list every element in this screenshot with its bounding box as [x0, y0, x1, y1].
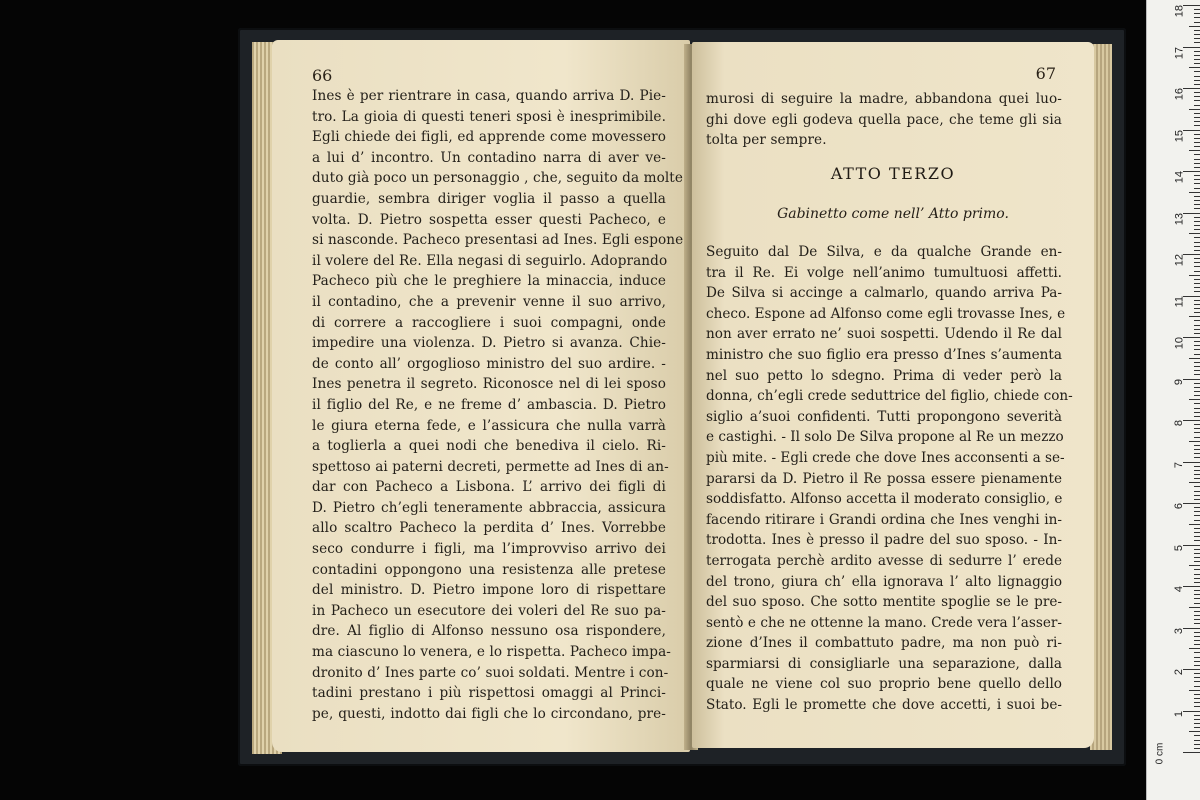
ruler-tick: [1194, 449, 1200, 450]
ruler-tick: [1194, 345, 1200, 346]
text-line: facendo ritirare i Grandi ordina che Ines venghi in-: [706, 511, 1062, 528]
ruler-tick: [1189, 524, 1200, 525]
ruler-tick: [1194, 652, 1200, 653]
text-line: ghi dove egli godeva quella pace, che teme gli sia: [706, 111, 1062, 128]
ruler-tick: [1183, 545, 1200, 546]
ruler-tick: [1194, 349, 1200, 350]
ruler-tick: [1189, 275, 1200, 276]
ruler-tick: [1194, 183, 1200, 184]
text-line: duto già poco un personaggio , che, seguito da molte: [312, 170, 684, 187]
text-line: dre. Al figlio di Alfonso nessuno osa rispondere,: [312, 623, 666, 640]
ruler-tick: [1194, 196, 1200, 197]
ruler-tick: [1194, 117, 1200, 118]
ruler-tick: [1194, 582, 1200, 583]
ruler-tick: [1194, 188, 1200, 189]
ruler-number: 5: [1173, 544, 1185, 551]
ruler-tick: [1194, 154, 1200, 155]
ruler-tick: [1189, 109, 1200, 110]
ruler-tick: [1194, 590, 1200, 591]
ruler-tick: [1194, 287, 1200, 288]
ruler-tick: [1194, 723, 1200, 724]
text-line: soddisfatto. Alfonso accetta il moderato consiglio, e: [706, 491, 1063, 508]
ruler-tick: [1194, 686, 1200, 687]
ruler-tick: [1183, 586, 1200, 587]
text-line: contadini oppongono una resistenza alle pretese: [312, 561, 666, 578]
ruler-tick: [1194, 640, 1200, 641]
ruler-tick: [1194, 17, 1200, 18]
text-line: tolta per sempre.: [706, 132, 827, 149]
ruler-tick: [1189, 648, 1200, 649]
ruler-tick: [1183, 88, 1200, 89]
ruler-tick: [1183, 47, 1200, 48]
ruler-tick: [1194, 644, 1200, 645]
ruler-tick: [1194, 333, 1200, 334]
ruler-tick: [1189, 26, 1200, 27]
ruler-tick: [1183, 752, 1200, 753]
text-line: Pacheco più che le preghiere la minaccia, induce: [312, 273, 666, 290]
text-line: Ines è per rientrare in casa, quando arriva D. Pie-: [312, 88, 666, 104]
ruler-tick: [1194, 320, 1200, 321]
ruler-tick: [1194, 71, 1200, 72]
ruler-tick: [1194, 34, 1200, 35]
ruler-tick: [1194, 619, 1200, 620]
ruler-tick: [1183, 130, 1200, 131]
text-line: trodotta. Ines è presso il padre del suo sposo. - In-: [706, 532, 1062, 549]
ruler-tick: [1183, 213, 1200, 214]
text-line: a toglierla a quei nodi che benediva il cielo. Ri-: [312, 438, 666, 455]
ruler-tick: [1194, 370, 1200, 371]
ruler-tick: [1194, 636, 1200, 637]
ruler-tick: [1194, 486, 1200, 487]
ruler-tick: [1194, 175, 1200, 176]
ruler-tick: [1183, 337, 1200, 338]
ruler-tick: [1194, 735, 1200, 736]
ruler-tick: [1194, 146, 1200, 147]
ruler-number: 7: [1173, 461, 1185, 468]
ruler-tick: [1194, 574, 1200, 575]
ruler-tick: [1194, 84, 1200, 85]
ruler-number: 13: [1173, 212, 1185, 225]
page-number: 67: [1035, 64, 1056, 83]
text-line: D. Pietro ch’egli teneramente abbraccia, assicura: [312, 499, 666, 516]
ruler-tick: [1194, 237, 1200, 238]
ruler-tick: [1194, 204, 1200, 205]
ruler-tick: [1189, 399, 1200, 400]
page-text-opening: [706, 89, 1062, 151]
act-heading: ATTO TERZO: [830, 164, 956, 183]
ruler-tick: [1194, 242, 1200, 243]
ruler-tick: [1194, 432, 1200, 433]
ruler-tick: [1183, 711, 1200, 712]
ruler-tick: [1194, 366, 1200, 367]
ruler-number: 18: [1173, 5, 1185, 18]
ruler-tick: [1194, 229, 1200, 230]
ruler-tick: [1194, 80, 1200, 81]
ruler-tick: [1194, 681, 1200, 682]
text-line: Stato. Egli le promette che dove accetti, i suoi be-: [706, 697, 1062, 714]
ruler-tick: [1194, 453, 1200, 454]
ruler-tick: [1194, 374, 1200, 375]
ruler-number: 15: [1173, 129, 1185, 142]
ruler-tick: [1194, 142, 1200, 143]
ruler-tick: [1194, 92, 1200, 93]
ruler-tick: [1194, 549, 1200, 550]
ruler-tick: [1194, 395, 1200, 396]
ruler-tick: [1183, 296, 1200, 297]
text-line: tro. La gioia di questi teneri sposi è inesprimibile.: [312, 108, 666, 125]
ruler-tick: [1194, 262, 1200, 263]
ruler-tick: [1194, 105, 1200, 106]
ruler-tick: [1194, 507, 1200, 508]
ruler-tick: [1194, 121, 1200, 122]
ruler-number: 6: [1173, 503, 1185, 510]
ruler-tick: [1194, 63, 1200, 64]
ruler-tick: [1194, 208, 1200, 209]
ruler-tick: [1194, 221, 1200, 222]
ruler-tick: [1194, 416, 1200, 417]
text-line: sentò e che ne ottenne la mano. Crede vera l’asser-: [706, 614, 1062, 631]
ruler-tick: [1194, 51, 1200, 52]
ruler-tick: [1194, 511, 1200, 512]
ruler-tick: [1183, 171, 1200, 172]
ruler-tick: [1189, 731, 1200, 732]
ruler-tick: [1194, 250, 1200, 251]
text-line: Seguito dal De Silva, e da qualche Grande en-: [706, 244, 1062, 260]
ruler-tick: [1194, 246, 1200, 247]
ruler-tick: [1194, 557, 1200, 558]
ruler-tick: [1194, 499, 1200, 500]
text-line: il volere del Re. Ella negasi di seguirlo. Adoprando: [312, 252, 668, 269]
ruler-tick: [1194, 283, 1200, 284]
ruler-tick: [1194, 569, 1200, 570]
right-page: [692, 42, 1094, 748]
ruler-tick: [1189, 192, 1200, 193]
text-line: sparmiarsi di consigliarle una separazione, dalla: [706, 655, 1062, 672]
ruler-tick: [1194, 740, 1200, 741]
ruler-tick: [1194, 603, 1200, 604]
ruler-tick: [1194, 528, 1200, 529]
text-line: il figlio del Re, e ne freme d’ ambascia. D. Pietro: [312, 396, 666, 413]
ruler-tick: [1194, 200, 1200, 201]
scene-subheading: Gabinetto come nell’ Atto primo.: [777, 206, 1009, 222]
text-line: ma ciascuno lo venera, e lo rispetta. Pacheco impa-: [312, 644, 671, 661]
ruler-tick: [1194, 623, 1200, 624]
ruler-tick: [1194, 470, 1200, 471]
text-line: siglio a’suoi confidenti. Tutti propongono severità: [706, 408, 1062, 425]
ruler-tick: [1189, 607, 1200, 608]
ruler-tick: [1194, 661, 1200, 662]
ruler-tick: [1194, 474, 1200, 475]
ruler-tick: [1194, 22, 1200, 23]
text-line: e castighi. - Il solo De Silva propone al Re un mezzo: [706, 429, 1064, 446]
ruler-tick: [1194, 159, 1200, 160]
ruler-tick: [1194, 495, 1200, 496]
text-line: allo scaltro Pacheco la perdita d’ Ines. Vorrebbe: [312, 520, 666, 537]
measurement-ruler: [1146, 0, 1200, 800]
ruler-tick: [1189, 482, 1200, 483]
ruler-tick: [1194, 329, 1200, 330]
text-line: Egli chiede dei figli, ed apprende come movessero: [312, 129, 666, 146]
ruler-tick: [1194, 217, 1200, 218]
ruler-tick: [1194, 657, 1200, 658]
page-text: [706, 242, 1073, 716]
ruler-tick: [1194, 561, 1200, 562]
ruler-tick: [1194, 387, 1200, 388]
text-line: de conto all’ orgoglioso ministro del suo ardire. -: [312, 355, 666, 372]
ruler-tick: [1189, 441, 1200, 442]
text-line: a lui d’ incontro. Un contadino narra di aver ve-: [312, 149, 666, 166]
text-line: guardie, sembra diriger voglia il passo a quella: [312, 190, 666, 207]
ruler-tick: [1194, 291, 1200, 292]
text-line: zione d’Ines il combattuto padre, ma non può ri-: [706, 635, 1062, 652]
ruler-tick: [1189, 565, 1200, 566]
ruler-tick: [1194, 553, 1200, 554]
ruler-tick: [1194, 125, 1200, 126]
text-line: si nasconde. Pacheco presentasi ad Ines. Egli espone: [312, 232, 684, 249]
ruler-tick: [1194, 30, 1200, 31]
ruler-tick: [1194, 598, 1200, 599]
ruler-tick: [1194, 437, 1200, 438]
ruler-tick: [1194, 520, 1200, 521]
ruler-tick: [1189, 233, 1200, 234]
ruler-tick: [1194, 96, 1200, 97]
ruler-tick: [1194, 266, 1200, 267]
ruler-tick: [1194, 744, 1200, 745]
ruler-tick: [1189, 358, 1200, 359]
ruler-tick: [1194, 258, 1200, 259]
ruler-tick: [1194, 632, 1200, 633]
ruler-number: 8: [1173, 420, 1185, 427]
left-page: [272, 40, 690, 752]
ruler-tick: [1194, 76, 1200, 77]
ruler-tick: [1194, 715, 1200, 716]
text-line: non aver errato ne’ suoi sospetti. Udendo il Re dal: [706, 326, 1062, 343]
ruler-tick: [1194, 719, 1200, 720]
ruler-tick: [1194, 673, 1200, 674]
text-line: donna, ch’egli crede seduttrice del figlio, chiede con-: [706, 388, 1073, 405]
ruler-unit-label: 0 cm: [1154, 742, 1166, 765]
ruler-tick: [1194, 59, 1200, 60]
text-line: in Pacheco un esecutore dei voleri del Re suo pa-: [312, 602, 666, 619]
ruler-tick: [1194, 179, 1200, 180]
ruler-tick: [1194, 134, 1200, 135]
ruler-tick: [1194, 13, 1200, 14]
ruler-tick: [1194, 594, 1200, 595]
ruler-tick: [1194, 665, 1200, 666]
ruler-tick: [1194, 706, 1200, 707]
ruler-tick: [1183, 462, 1200, 463]
ruler-tick: [1183, 379, 1200, 380]
text-line: di correre a raccogliere i suoi compagni, onde: [312, 314, 666, 331]
text-line: pararsi da D. Pietro il Re possa essere pienamente: [706, 470, 1062, 487]
ruler-tick: [1194, 445, 1200, 446]
ruler-number: 9: [1173, 378, 1185, 385]
text-line: del ministro. D. Pietro impone loro di rispettare: [312, 582, 666, 599]
ruler-tick: [1194, 354, 1200, 355]
text-line: del trono, giura ch’ ella ignorava l’ alto lignaggio: [706, 573, 1062, 590]
ruler-tick: [1194, 540, 1200, 541]
ruler-tick: [1194, 304, 1200, 305]
ruler-tick: [1194, 279, 1200, 280]
ruler-tick: [1194, 457, 1200, 458]
ruler-tick: [1183, 628, 1200, 629]
ruler-tick: [1194, 362, 1200, 363]
ruler-tick: [1194, 428, 1200, 429]
text-line: tadini prestano i più rispettosi omaggi al Princi-: [312, 685, 666, 702]
ruler-tick: [1189, 150, 1200, 151]
text-line: Ines penetra il segreto. Riconosce nel di lei sposo: [312, 376, 666, 393]
ruler-number: 4: [1173, 586, 1185, 593]
ruler-number: 11: [1173, 295, 1185, 307]
ruler-number: 12: [1173, 254, 1185, 267]
ruler-tick: [1183, 5, 1200, 6]
ruler-tick: [1189, 316, 1200, 317]
text-line: del suo sposo. Che sotto mentite spoglie se le pre-: [706, 594, 1062, 611]
page-number: 66: [312, 66, 333, 85]
ruler-tick: [1194, 424, 1200, 425]
ruler-tick: [1194, 727, 1200, 728]
ruler-tick: [1183, 420, 1200, 421]
page-text: [312, 86, 684, 724]
ruler-tick: [1194, 325, 1200, 326]
ruler-tick: [1194, 536, 1200, 537]
ruler-tick: [1194, 403, 1200, 404]
ruler-tick: [1194, 308, 1200, 309]
ruler-tick: [1194, 300, 1200, 301]
text-line: volta. D. Pietro sospetta esser questi Pacheco, e: [312, 211, 666, 228]
ruler-tick: [1189, 690, 1200, 691]
ruler-tick: [1194, 167, 1200, 168]
ruler-tick: [1183, 503, 1200, 504]
text-line: nel suo petto lo sdegno. Prima di veder però la: [706, 367, 1062, 384]
text-line: murosi di seguire la madre, abbandona quei luo-: [706, 91, 1062, 107]
ruler-number: 2: [1173, 669, 1185, 676]
text-line: quale ne viene col suo proprio bene quello dello: [706, 676, 1062, 693]
ruler-tick: [1194, 383, 1200, 384]
text-line: spettoso ai paterni decreti, permette ad Ines di an-: [312, 458, 669, 475]
text-line: pe, questi, indotto dai figli che lo circondano, pre-: [312, 705, 666, 722]
ruler-tick: [1194, 702, 1200, 703]
text-line: dronito d’ Ines parte co’ suoi soldati. Mentre i con-: [312, 664, 669, 681]
text-line: il contadino, che a prevenir venne il suo arrivo,: [312, 293, 666, 310]
ruler-tick: [1194, 408, 1200, 409]
ruler-tick: [1194, 271, 1200, 272]
ruler-tick: [1194, 100, 1200, 101]
ruler-tick: [1194, 412, 1200, 413]
text-line: terrogata perchè ardito avesse di sedurre l’ erede: [706, 552, 1062, 569]
ruler-tick: [1194, 163, 1200, 164]
ruler-number: 10: [1173, 337, 1185, 350]
text-line: più mite. - Egli crede che dove Ines acconsenti a se-: [706, 449, 1065, 466]
ruler-tick: [1194, 341, 1200, 342]
ruler-tick: [1194, 578, 1200, 579]
ruler-number: 17: [1173, 46, 1185, 59]
text-line: dar con Pacheco a Lisbona. L’ arrivo dei figli di: [312, 479, 666, 496]
ruler-tick: [1194, 491, 1200, 492]
ruler-tick: [1194, 38, 1200, 39]
ruler-tick: [1194, 515, 1200, 516]
ruler-tick: [1194, 9, 1200, 10]
text-line: tra il Re. Ei volge nell’animo tumultuosi affetti.: [706, 264, 1062, 281]
ruler-number: 3: [1173, 627, 1185, 634]
ruler-tick: [1183, 254, 1200, 255]
ruler-tick: [1194, 138, 1200, 139]
ruler-number: 14: [1173, 171, 1185, 184]
ruler-tick: [1194, 532, 1200, 533]
ruler-tick: [1194, 466, 1200, 467]
ruler-number: 1: [1173, 710, 1185, 717]
ruler-tick: [1183, 669, 1200, 670]
ruler-tick: [1194, 113, 1200, 114]
ruler-tick: [1194, 391, 1200, 392]
ruler-tick: [1194, 478, 1200, 479]
ruler-tick: [1194, 748, 1200, 749]
ruler-tick: [1194, 694, 1200, 695]
ruler-tick: [1194, 312, 1200, 313]
ruler-tick: [1194, 611, 1200, 612]
ruler-tick: [1194, 698, 1200, 699]
ruler-tick: [1194, 55, 1200, 56]
ruler-number: 16: [1173, 88, 1185, 101]
ruler-tick: [1194, 42, 1200, 43]
ruler-tick: [1194, 615, 1200, 616]
text-line: checo. Espone ad Alfonso come egli trovasse Ines, e: [706, 305, 1066, 322]
text-line: le giura eterna fede, e l’assicura che nulla varrà: [312, 417, 666, 434]
text-line: De Silva si accinge a calmarlo, quando arriva Pa-: [706, 285, 1062, 302]
text-line: impedire una violenza. D. Pietro si avanza. Chie-: [312, 335, 666, 352]
text-line: seco condurre i figli, ma l’improvviso arrivo dei: [312, 541, 666, 558]
ruler-tick: [1194, 225, 1200, 226]
ruler-tick: [1194, 677, 1200, 678]
ruler-tick: [1189, 67, 1200, 68]
text-line: ministro che suo figlio era presso d’Ines s’aumenta: [706, 346, 1062, 363]
